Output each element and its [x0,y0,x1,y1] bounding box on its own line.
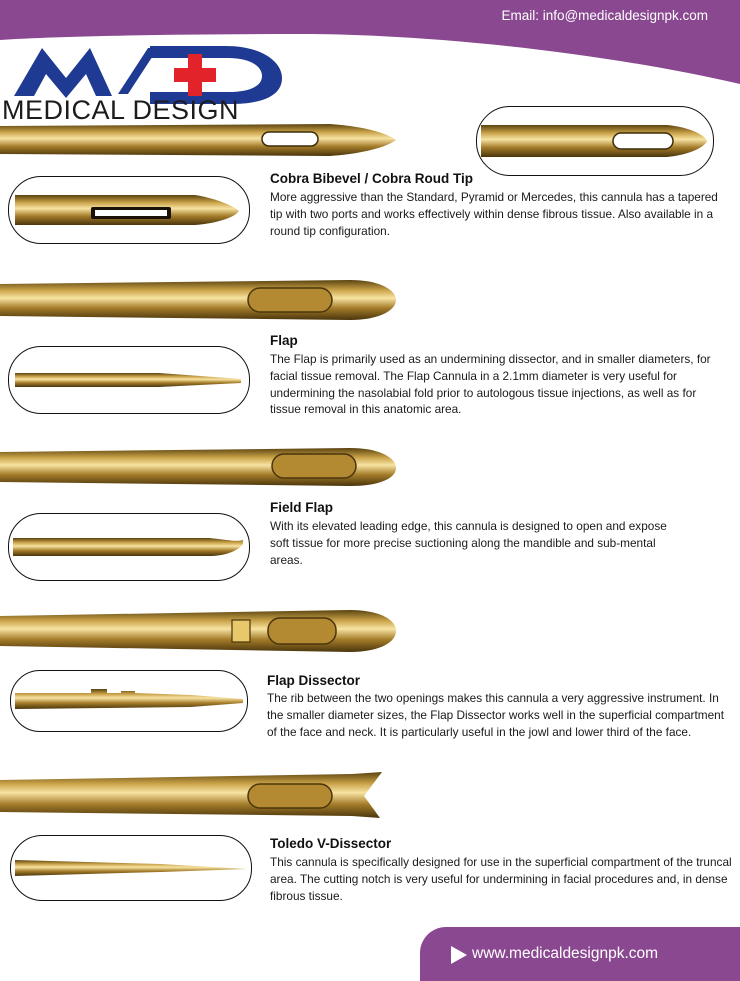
product-title: Flap [270,333,298,348]
product-description: With its elevated leading edge, this cannula is designed to open and expose soft tissue for more precise suctioning along the mandible and sub-mental areas. [270,519,667,567]
flap-side-frame [8,346,250,414]
play-arrow-icon [451,946,467,964]
cobra-cannula-image [0,118,400,164]
product-title: Field Flap [270,500,334,515]
product-description: More aggressive than the Standard, Pyramid or Mercedes, this cannula has a tapered tip with two ports and works effectively within dense fibrous tissue. Also available in a round tip configuration. [270,190,718,238]
cobra-detail-frame [476,106,714,176]
toledo-cannula-image [0,770,400,824]
brand-name: MEDICAL DESIGN [2,95,240,125]
flap-cannula-image [0,276,400,326]
flap-dissector-cannula-image [0,606,400,656]
website-link[interactable]: www.medicaldesignpk.com [472,945,659,962]
product-description: This cannula is specifically designed for use in the superficial compartment of the truncal area. The cutting notch is very useful for undermining in facial procedures and, in dense fibrous tissue. [270,855,732,903]
flap-dissector-side-frame [10,670,248,732]
product-description: The rib between the two openings makes this cannula a very aggressive instrument. In the smaller diameter sizes, the Flap Dissector works well in the superficial compartment of the face and neck. It is particularly useful in the jowl and lower third of the face. [267,691,724,739]
cobra-side-frame [8,176,250,244]
field-flap-side-frame [8,513,250,581]
toledo-side-frame [10,835,252,901]
product-title: Flap Dissector [267,673,361,688]
field-flap-cannula-image [0,444,400,492]
contact-email[interactable]: Email: info@medicaldesignpk.com [501,8,708,23]
product-description: The Flap is primarily used as an undermining dissector, and in smaller diameters, for facial tissue removal. The Flap Cannula in a 2.1mm diameter is very useful for undermining the nasolabial fold prior to autologous tissue injections, as well as for tissue removal in this anatomic area. [270,352,711,417]
product-title: Cobra Bibevel / Cobra Roud Tip [270,171,474,186]
product-title: Toledo V-Dissector [270,836,392,851]
